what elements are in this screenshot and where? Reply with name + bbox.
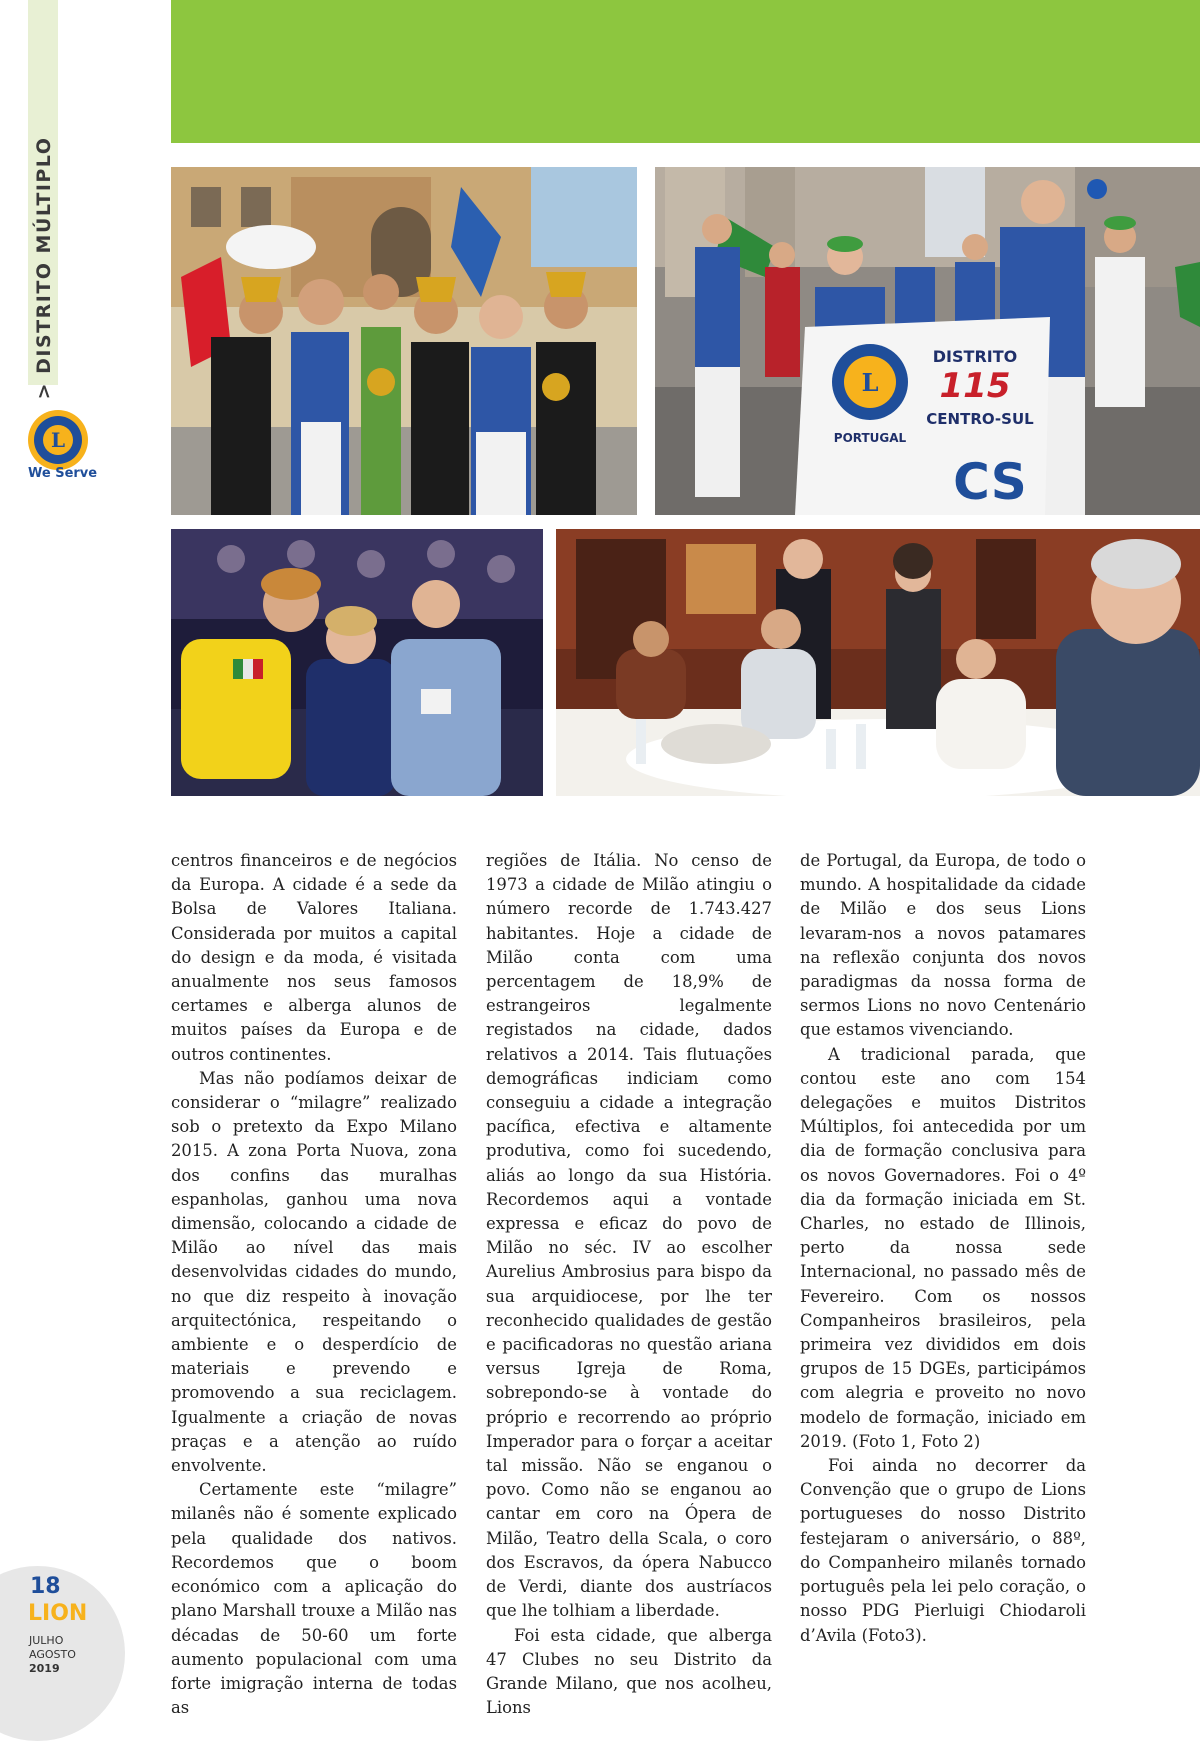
issue-month-1: JULHO [29,1634,64,1647]
banner-word-centro-sul: CENTRO-SUL [926,410,1034,428]
photo-parade-group [171,167,637,515]
issue-year: 2019 [29,1662,60,1675]
banner-word-distrito: DISTRITO [932,347,1018,366]
svg-text:L: L [50,428,66,452]
banner-number: 115 [939,366,1011,406]
text-column-1 [171,849,457,1720]
text-column-3 [800,849,1086,1648]
issue-month-2: AGOSTO [29,1648,76,1661]
paragraph: Foi ainda no decorrer da Convenção que o grupo de Lions portugueses do nosso Distrito festejaram o aniversário, o 88º, do Companheiro milanês tornado português pela lei pelo coração, o nosso PDG Pierluigi Chiodaroli d’Avila (Foto3). [800,1456,1086,1645]
paragraph: regiões de Itália. No censo de 1973 a cidade de Milão atingiu o número recorde de 1.743.427 habitantes. Hoje a cidade de Milão conta com uma percentagem de 18,9% de estrangeiros legalmente registados na cidade, dados relativos a 2014. Tais flutuações demográficas indiciam como conseguiu a cidade a integração pacífica, efectiva e altamente produtiva, como foi sucedendo, aliás ao longo da sua História. Recordemos aqui a vontade expressa e eficaz do povo de Milão no séc. IV ao escolher Aurelius Ambrosius para bispo da sua arquidiocese, por lhe ter reconhecido qualidades de gestão e pacificadoras no questão ariana versus Igreja de Roma, sobrepondo-se à vontade do próprio e recorrendo ao próprio Imperador para o forçar a aceitar tal missão. Não se enganou o povo. Como não se enganou ao cantar em coro na Ópera de Milão, Teatro della Scala, o coro dos Escravos, da ópera Nabucco de Verdi, diante dos austríacos que lhe tolhiam a liberdade. [486,851,772,1621]
paragraph: Certamente este “milagre” milanês não é somente explicado pela qualidade dos nativos. Recordemos que o boom económico com a aplicação do plano Marshall trouxe a Milão nas décadas de 50-60 um forte aumento populacional com uma forte imigração interna de todas as [171,1480,457,1718]
paragraph: de Portugal, da Europa, de todo o mundo. A hospitalidade da cidade de Milão e dos seus Lions levaram-nos a novos patamares na reflexão conjunta dos novos paradigmas da nossa forma de sermos Lions no novo Centenário que estamos vivenciando. [800,851,1086,1040]
paragraph: Foi esta cidade, que alberga 47 Clubes no seu Distrito da Grande Milano, que nos acolheu, Lions [486,1625,772,1718]
section-label [14,136,74,399]
svg-text:L: L [861,368,879,397]
banner-letters: CS [953,453,1027,511]
magazine-name: LION [28,1601,88,1626]
photo-restaurant-dinner [556,529,1200,796]
paragraph: centros financeiros e de negócios da Europa. A cidade é a sede da Bolsa de Valores Italiana. Considerada por muitos a capital do design e da moda, é visitada anualmente nos seus famosos certames e alberga alunos de muitos países da Europa e de outros continentes. [171,851,457,1064]
section-label-text: > DISTRITO MÚLTIPLO [33,136,55,399]
photo-parade-banner [655,167,1200,515]
header-color-band [171,0,1200,143]
lions-logo [26,408,90,472]
banner-word-portugal: PORTUGAL [833,431,907,445]
text-column-2 [486,849,772,1720]
motto-text: We Serve [28,466,98,481]
paragraph: A tradicional parada, que contou este ano com 154 delegações e muitos Distritos Múltiplos, foi antecedida por um dia de formação conclusiva para os novos Governadores. Foi o 4º dia da formação iniciada em St. Charles, no estado de Illinois, perto da nossa sede Internacional, no passado mês de Fevereiro. Com os nossos Companheiros brasileiros, pela primeira vez divididos em dois grupos de 15 DGEs, participámos com alegria e proveito no novo modelo de formação, iniciado em 2019. (Foto 1, Foto 2) [800,1044,1086,1451]
page-number: 18 [30,1574,61,1599]
photo-convention-audience [171,529,543,796]
paragraph: Mas não podíamos deixar de considerar o “milagre” realizado sob o pretexto da Expo Milano 2015. A zona Porta Nuova, zona dos confins das muralhas espanholas, ganhou uma nova dimensão, colocando a cidade de Milão ao nível das mais desenvolvidas cidades do mundo, no que diz respeito à inovação arquitectónica, respeitando o ambiente e o desperdício de materiais e prevendo e promovendo a sua reciclagem. Igualmente a criação de novas praças e a atenção ao ruído envolvente. [171,1068,457,1476]
